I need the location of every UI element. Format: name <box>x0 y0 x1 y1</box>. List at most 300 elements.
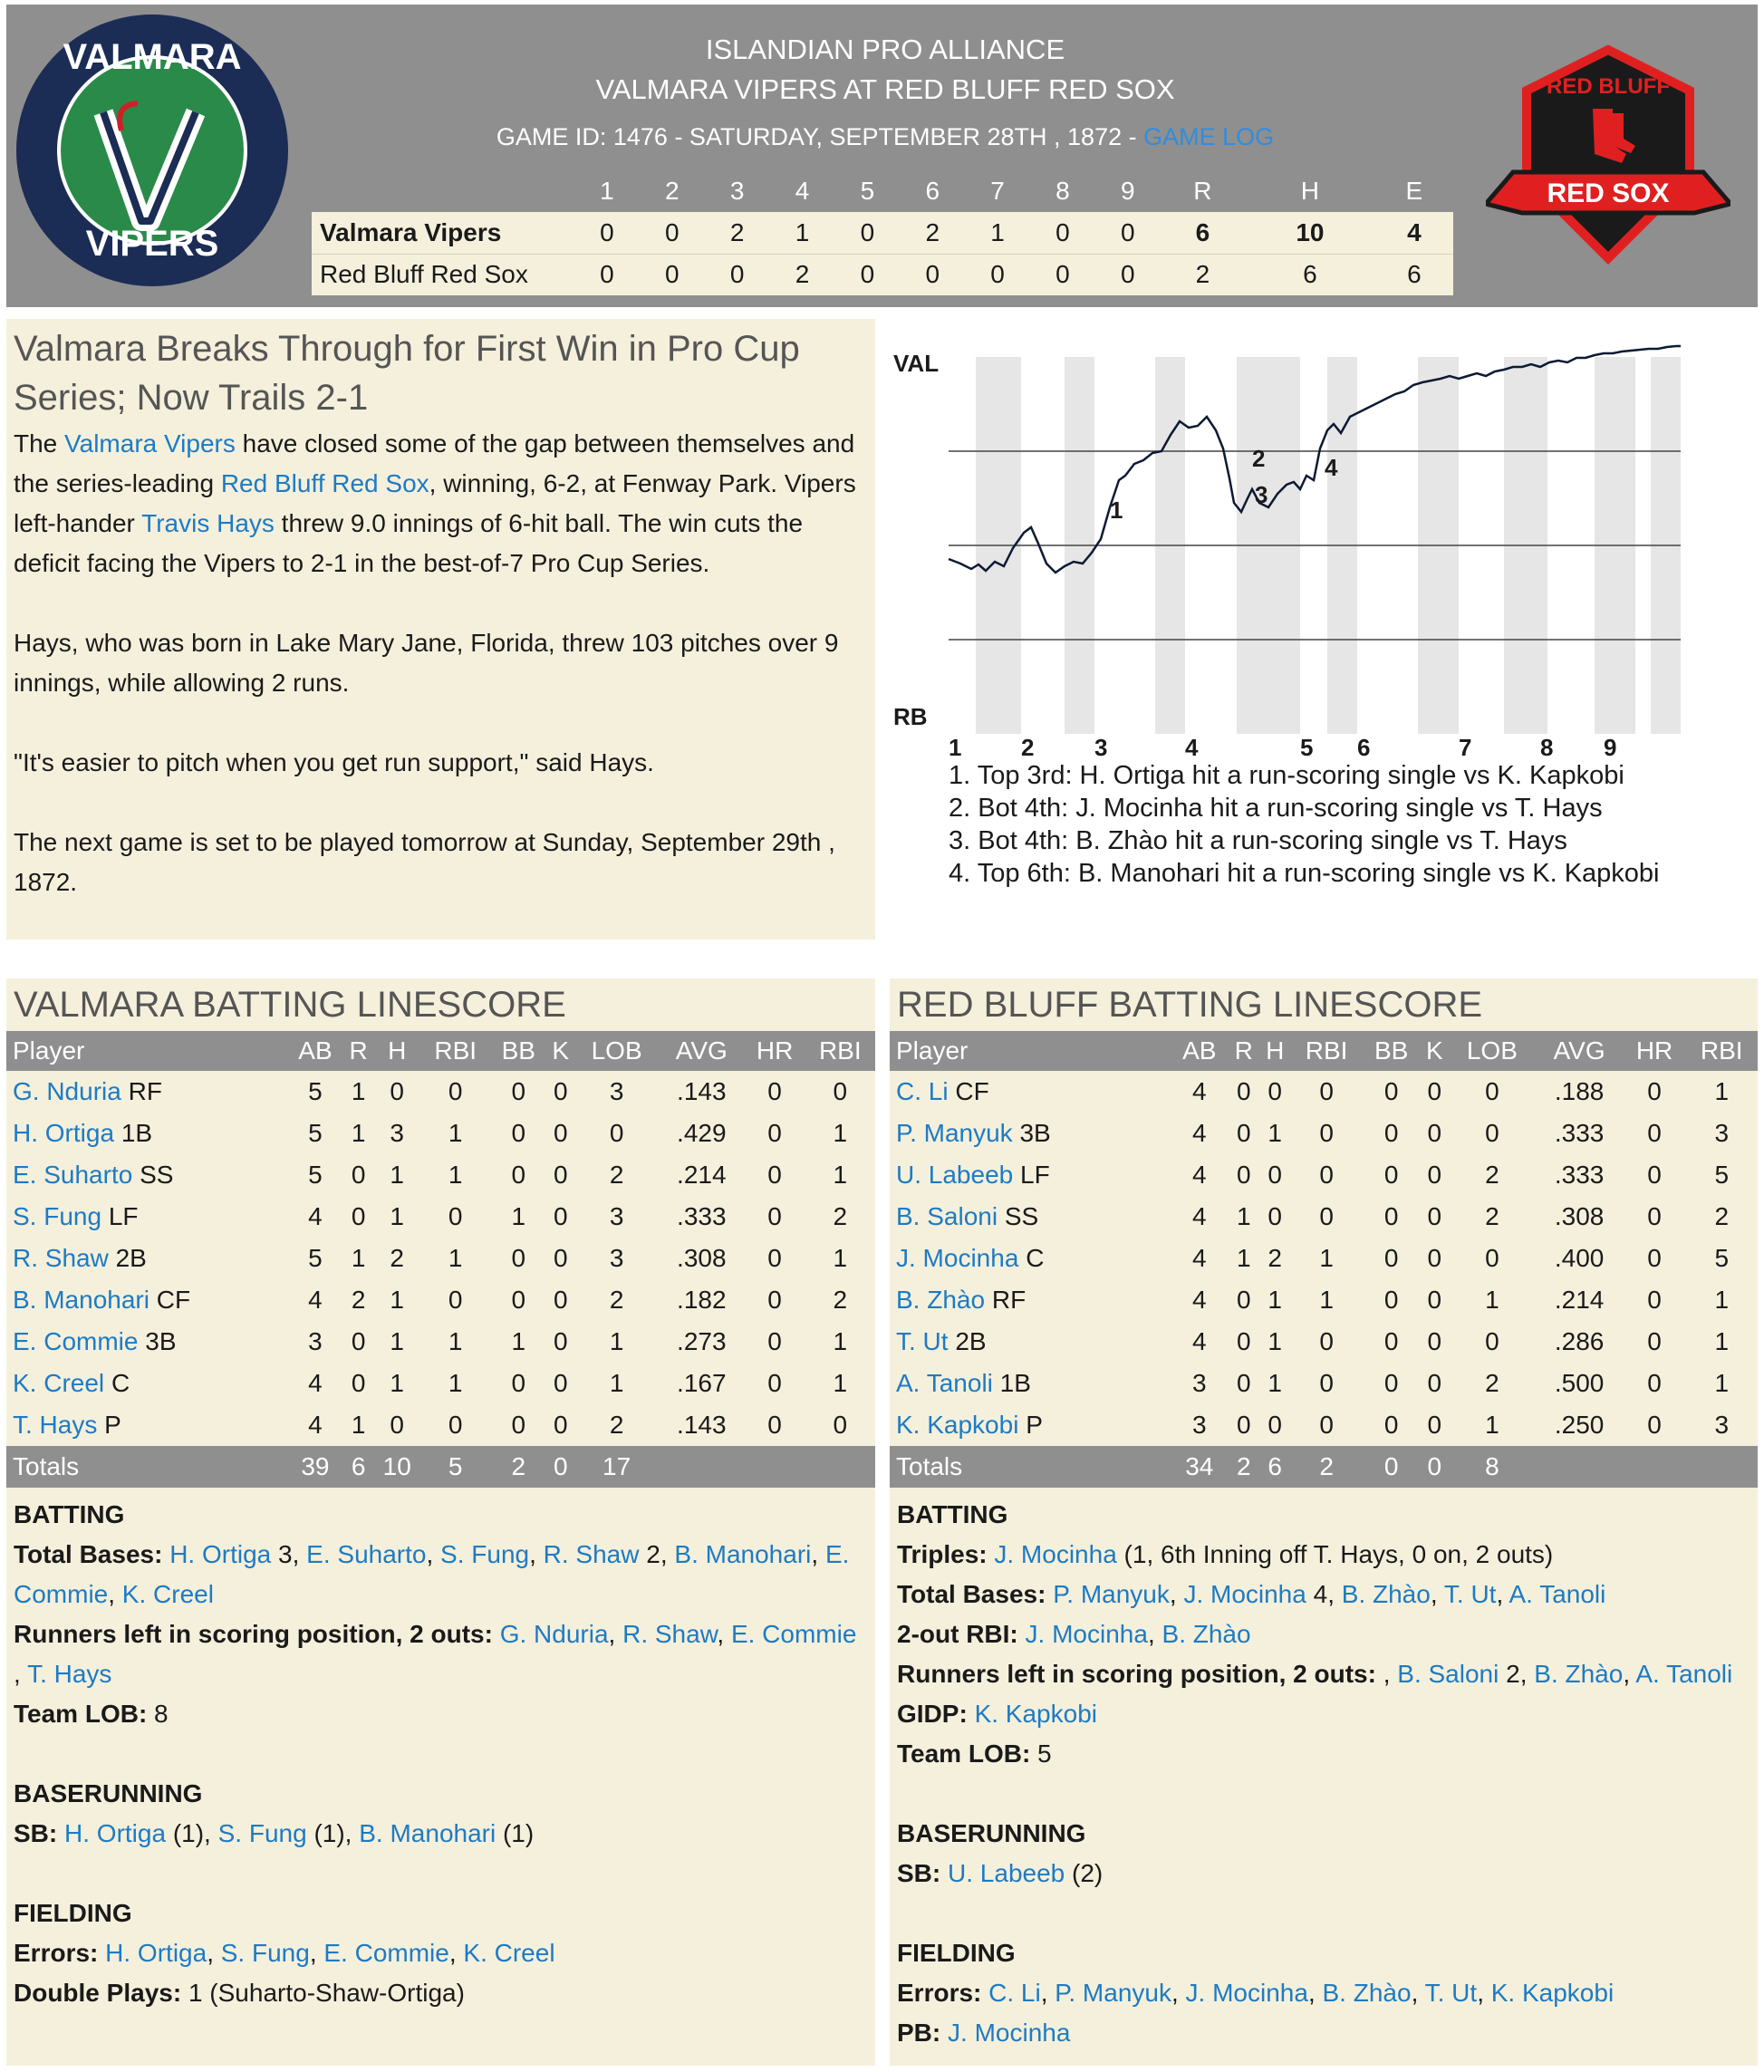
player-row <box>6 1071 875 1113</box>
player-row <box>6 1238 875 1279</box>
stat-cell: 0 <box>767 1244 782 1272</box>
player-link[interactable]: T. Ut <box>1443 1580 1497 1608</box>
stat-cell: 0 <box>833 1411 848 1439</box>
game-log-link[interactable]: GAME LOG <box>1143 123 1275 150</box>
batting-header-row <box>6 1031 875 1071</box>
name-list <box>1026 1620 1251 1648</box>
player-link[interactable]: B. Saloni <box>1397 1660 1499 1688</box>
stat-cell: .188 <box>1554 1077 1605 1105</box>
player-position: C <box>1026 1244 1045 1272</box>
player-link[interactable]: K. Creel <box>463 1939 555 1967</box>
stat-cell: 0 <box>1647 1327 1662 1355</box>
name-separator: , <box>608 1620 623 1648</box>
stat-cell: 1 <box>1714 1077 1730 1105</box>
totals-cell: 6 <box>343 1446 374 1488</box>
note-label: SB: <box>14 1819 58 1847</box>
linescore-table <box>312 170 1453 295</box>
player-position: RF <box>128 1077 162 1105</box>
section-heading: BATTING <box>14 1500 125 1528</box>
stolen-bases-line <box>14 1814 868 1854</box>
stat-cell: 0 <box>767 1411 782 1439</box>
redbluff-batting-table <box>890 1031 1758 1488</box>
name-separator: , <box>426 1540 441 1568</box>
svg-text:RED BLUFF: RED BLUFF <box>1547 74 1670 99</box>
note-label: Double Plays: <box>14 1979 182 2007</box>
player-link[interactable]: S. Fung <box>220 1939 310 1967</box>
note-label: Errors: <box>14 1939 99 1967</box>
stat-cell: 0 <box>390 1411 404 1439</box>
player-link[interactable]: R. Shaw <box>543 1540 640 1568</box>
stat-cell: 1 <box>833 1369 848 1397</box>
stat-cell: 0 <box>511 1244 526 1272</box>
player-link[interactable]: C. Li <box>988 1979 1041 2007</box>
player-link[interactable]: B. Zhào <box>1162 1620 1251 1648</box>
stat-cell: 5 <box>1714 1161 1730 1189</box>
col-header: RBI <box>420 1031 490 1071</box>
stat-cell: 1 <box>1236 1244 1251 1272</box>
story-text: The <box>14 429 65 458</box>
scoring-plays-notes <box>949 759 1660 890</box>
stat-cell: 0 <box>1647 1161 1662 1189</box>
stat-cell: 0 <box>1427 1119 1442 1147</box>
totals-cell: 2 <box>1290 1446 1362 1488</box>
scoring-marker: 3 <box>1255 481 1268 508</box>
player-position: LF <box>108 1202 139 1230</box>
player-link[interactable]: A. Tanoli <box>1635 1660 1733 1688</box>
player-link[interactable]: J. Mocinha <box>948 2019 1071 2047</box>
stat-cell: 0 <box>1427 1286 1442 1314</box>
totals-cell: 0 <box>546 1446 574 1488</box>
ls-cell: 0 <box>900 254 965 295</box>
player-link[interactable]: S. Fung <box>217 1819 307 1847</box>
player-link[interactable]: H. Ortiga <box>13 1119 115 1147</box>
stat-cell: 0 <box>767 1327 782 1355</box>
totals-cell: 34 <box>1171 1446 1229 1488</box>
stat-cell: 0 <box>1236 1411 1251 1439</box>
player-link[interactable]: U. Labeeb <box>948 1859 1065 1887</box>
name-separator: , <box>811 1540 825 1568</box>
player-position: P <box>104 1411 121 1439</box>
player-link[interactable]: B. Zhào <box>896 1286 986 1314</box>
stat-cell: 1 <box>1268 1119 1282 1147</box>
name-list <box>64 1819 534 1847</box>
stat-cell: 1 <box>609 1369 624 1397</box>
ls-col: E <box>1375 170 1453 212</box>
stat-cell: 1 <box>448 1327 463 1355</box>
player-link[interactable]: B. Manohari <box>13 1286 149 1314</box>
ls-errors: 6 <box>1375 254 1453 295</box>
stat-cell: 0 <box>553 1327 568 1355</box>
stat-cell: 1 <box>833 1161 848 1189</box>
name-separator: (1) <box>496 1819 535 1847</box>
stat-cell: 2 <box>833 1286 848 1314</box>
player-link[interactable]: G. Nduria <box>499 1620 609 1648</box>
gidp-line <box>897 1694 1750 1734</box>
stat-cell: 0 <box>1647 1369 1662 1397</box>
stat-cell: 4 <box>308 1202 323 1230</box>
player-link[interactable]: H. Ortiga <box>105 1939 207 1967</box>
player-link[interactable]: C. Li <box>896 1077 949 1105</box>
stat-cell: 3 <box>1714 1119 1730 1147</box>
col-header: AVG <box>659 1031 745 1071</box>
col-header: RBI <box>1290 1031 1362 1071</box>
player-link[interactable]: S. Fung <box>440 1540 530 1568</box>
stat-cell: 0 <box>1383 1202 1399 1230</box>
stat-cell: 0 <box>511 1411 526 1439</box>
stat-cell: 0 <box>1268 1202 1282 1230</box>
stat-cell: 0 <box>553 1202 568 1230</box>
stat-cell: 2 <box>1485 1161 1499 1189</box>
stat-cell: 1 <box>833 1327 848 1355</box>
stat-cell: 0 <box>511 1161 526 1189</box>
name-separator: , <box>1496 1580 1509 1608</box>
name-separator: , <box>1169 1580 1184 1608</box>
stat-cell: 0 <box>1319 1327 1334 1355</box>
stat-cell: 0 <box>1485 1244 1499 1272</box>
stat-cell: 2 <box>833 1202 848 1230</box>
stat-cell: 0 <box>1485 1119 1499 1147</box>
player-cell <box>6 1154 287 1196</box>
totals-cell: 6 <box>1259 1446 1290 1488</box>
stat-cell: 2 <box>1485 1202 1499 1230</box>
player-cell <box>890 1196 1171 1238</box>
totals-cell: 10 <box>373 1446 420 1488</box>
totals-cell: 17 <box>574 1446 659 1488</box>
stat-cell: 0 <box>1647 1244 1662 1272</box>
player-link[interactable]: R. Shaw <box>13 1244 109 1272</box>
stat-cell: 4 <box>1191 1244 1207 1272</box>
double-plays-line <box>14 1973 868 2013</box>
stat-cell: 0 <box>833 1077 848 1105</box>
stat-cell: 4 <box>1191 1119 1207 1147</box>
stat-cell: 5 <box>1714 1244 1730 1272</box>
player-link[interactable]: K. Kapkobi <box>1490 1979 1615 2007</box>
stat-cell: 0 <box>1647 1411 1662 1439</box>
player-position: 2B <box>955 1327 987 1355</box>
player-link[interactable]: B. Manohari <box>674 1540 812 1568</box>
col-header: R <box>343 1031 374 1071</box>
stat-cell: 0 <box>1383 1286 1399 1314</box>
player-link[interactable]: S. Fung <box>13 1202 102 1230</box>
stat-cell: 3 <box>609 1244 624 1272</box>
stat-cell: 0 <box>1383 1119 1399 1147</box>
story-headline: Valmara Breaks Through for First Win in Pro Cup Series; Now Trails 2-1 <box>14 329 800 418</box>
inning-label: 8 <box>1540 734 1554 761</box>
linescore-row-away <box>312 212 1453 254</box>
stat-cell: 0 <box>1236 1369 1251 1397</box>
valmara-batting-table <box>6 1031 875 1488</box>
stat-cell: 4 <box>1191 1202 1207 1230</box>
player-position: RF <box>991 1286 1027 1314</box>
totals-cell <box>745 1446 805 1488</box>
inning-label: 7 <box>1459 734 1472 761</box>
stat-cell: 0 <box>767 1286 782 1314</box>
chart-bottom-label: RB <box>893 703 928 730</box>
player-row <box>890 1321 1758 1363</box>
col-header: H <box>373 1031 420 1071</box>
stat-cell: 0 <box>1485 1077 1499 1105</box>
story-paragraph: "It's easier to pitch when you get run support," said Hays. <box>14 748 654 776</box>
col-header: AB <box>287 1031 343 1071</box>
stat-cell: 1 <box>448 1119 463 1147</box>
player-position: 2B <box>115 1244 147 1272</box>
player-link[interactable]: H. Ortiga <box>64 1819 167 1847</box>
stat-cell: 0 <box>1236 1327 1251 1355</box>
ls-col: 7 <box>965 170 1030 212</box>
player-link[interactable]: T. Ut <box>1424 1979 1478 2007</box>
name-separator: , <box>207 1939 221 1967</box>
player-row <box>6 1196 875 1238</box>
totals-cell: Totals <box>890 1446 1171 1488</box>
note-label: Triples: <box>897 1540 988 1568</box>
player-row <box>890 1154 1758 1196</box>
name-separator: , <box>108 1580 122 1608</box>
stat-cell: 1 <box>1714 1327 1730 1355</box>
player-link[interactable]: B. Manohari <box>359 1819 496 1847</box>
col-header: RBI <box>805 1031 875 1071</box>
stat-cell: 1 <box>1268 1369 1282 1397</box>
stat-cell: 0 <box>1427 1327 1442 1355</box>
stat-cell: 1 <box>609 1327 624 1355</box>
player-link[interactable]: K. Creel <box>13 1369 105 1397</box>
passed-balls-line <box>897 2013 1750 2053</box>
player-position: 1B <box>999 1369 1031 1397</box>
player-position: C <box>111 1369 130 1397</box>
stat-cell: .333 <box>677 1202 727 1230</box>
player-link[interactable]: T. Ut <box>896 1327 949 1355</box>
stat-cell: 0 <box>448 1202 463 1230</box>
triples-line <box>897 1535 1750 1575</box>
player-link[interactable]: R. Shaw <box>622 1620 718 1648</box>
col-header: Player <box>6 1031 287 1071</box>
totals-cell: 0 <box>1363 1446 1421 1488</box>
player-link[interactable]: E. Commie <box>730 1620 857 1648</box>
col-header: AVG <box>1536 1031 1624 1071</box>
errors-line <box>897 1973 1750 2013</box>
team-link[interactable]: Valmara Vipers <box>64 429 236 458</box>
player-cell <box>6 1279 287 1321</box>
totals-cell: Totals <box>6 1446 287 1488</box>
stat-cell: 0 <box>1383 1327 1399 1355</box>
col-header: LOB <box>574 1031 659 1071</box>
ls-col: 6 <box>900 170 965 212</box>
game-info: GAME ID: 1476 - SATURDAY, SEPTEMBER 28TH , 1872 - <box>496 123 1144 150</box>
stat-cell: 0 <box>1383 1411 1399 1439</box>
player-link[interactable]: E. Suharto <box>306 1540 427 1568</box>
team-name: Valmara Vipers <box>312 212 574 254</box>
stat-cell: 1 <box>1268 1327 1282 1355</box>
ls-col: 1 <box>574 170 640 212</box>
errors-line <box>14 1933 868 1973</box>
player-row <box>6 1279 875 1321</box>
player-link[interactable]: B. Zhào <box>1534 1660 1624 1688</box>
player-link[interactable]: U. Labeeb <box>896 1161 1014 1189</box>
name-separator: , <box>1040 1979 1056 2007</box>
note-label: PB: <box>897 2019 941 2047</box>
name-list <box>500 1620 857 1648</box>
ls-cell: 0 <box>574 254 640 295</box>
stat-cell: 0 <box>1319 1161 1334 1189</box>
stat-cell: 2 <box>351 1286 366 1314</box>
stat-cell: .182 <box>677 1286 727 1314</box>
section-heading: BATTING <box>897 1500 1008 1528</box>
player-link[interactable]: K. Creel <box>121 1580 214 1608</box>
player-position: 3B <box>1019 1119 1051 1147</box>
stat-cell: 1 <box>390 1202 404 1230</box>
stat-cell: 2 <box>609 1411 624 1439</box>
player-row <box>890 1113 1758 1154</box>
name-separator: 2, <box>639 1540 675 1568</box>
totals-row <box>890 1446 1758 1488</box>
stat-cell: 0 <box>767 1369 782 1397</box>
ls-col: R <box>1161 170 1245 212</box>
inning-label: 1 <box>949 734 962 761</box>
rlisp-line <box>897 1654 1750 1694</box>
player-link[interactable]: A. Tanoli <box>896 1369 993 1397</box>
player-cell <box>890 1321 1171 1363</box>
ls-hits: 10 <box>1245 212 1375 254</box>
stat-cell: 0 <box>511 1077 526 1105</box>
player-link[interactable]: J. Mocinha <box>1025 1620 1148 1648</box>
player-cell <box>6 1113 287 1154</box>
ls-cell: 0 <box>1095 212 1161 254</box>
ls-errors: 4 <box>1375 212 1453 254</box>
stat-cell: 0 <box>1383 1077 1399 1105</box>
player-link[interactable]: E. Suharto <box>13 1161 133 1189</box>
col-header: H <box>1259 1031 1290 1071</box>
player-cell <box>6 1238 287 1279</box>
stat-cell: 1 <box>833 1119 848 1147</box>
valmara-vipers-logo <box>14 13 291 289</box>
ls-cell: 1 <box>965 212 1030 254</box>
player-link[interactable]: B. Zhào <box>1341 1580 1431 1608</box>
stat-cell: 0 <box>1383 1369 1399 1397</box>
player-link[interactable]: P. Manyuk <box>1055 1979 1171 2007</box>
player-link[interactable]: G. Nduria <box>13 1077 121 1105</box>
ls-cell: 0 <box>1030 212 1095 254</box>
stat-cell: 1 <box>351 1119 366 1147</box>
stat-cell: 0 <box>1427 1369 1442 1397</box>
name-list <box>988 1979 1614 2007</box>
stat-cell: 0 <box>1427 1202 1442 1230</box>
stat-cell: 2 <box>1714 1202 1730 1230</box>
name-separator: , <box>448 1939 464 1967</box>
player-link[interactable]: E. Commie <box>13 1327 139 1355</box>
player-link[interactable]: P. Manyuk <box>1053 1580 1170 1608</box>
stat-cell: 0 <box>1647 1119 1662 1147</box>
stat-cell: .308 <box>677 1244 727 1272</box>
stat-cell: 0 <box>1236 1161 1251 1189</box>
col-header: RBI <box>1685 1031 1758 1071</box>
name-separator: , <box>1307 1979 1323 2007</box>
redbluff-batting-notes <box>890 1488 1758 2060</box>
note-value: (1, 6th Inning off T. Hays, 0 on, 2 outs) <box>1116 1540 1554 1568</box>
note-label: Team LOB: <box>14 1700 148 1728</box>
player-link[interactable]: B. Zhào <box>1322 1979 1412 2007</box>
league-name: ISLANDIAN PRO ALLIANCE <box>705 34 1065 65</box>
player-link[interactable]: K. Kapkobi <box>974 1700 1097 1728</box>
stat-cell: 3 <box>609 1202 624 1230</box>
name-separator: (1), <box>306 1819 360 1847</box>
valmara-batting-panel <box>6 978 875 2066</box>
section-heading: BASERUNNING <box>14 1779 203 1807</box>
note-value: 5 <box>1030 1740 1052 1768</box>
totals-cell: 8 <box>1449 1446 1535 1488</box>
note-label: GIDP: <box>897 1700 968 1728</box>
ls-cell: 0 <box>1030 254 1095 295</box>
ls-cell: 0 <box>640 212 705 254</box>
name-separator: (1), <box>166 1819 218 1847</box>
name-separator: , <box>1375 1660 1398 1688</box>
col-header: K <box>1420 1031 1449 1071</box>
col-header: K <box>546 1031 574 1071</box>
story-text: , winning, 6-2, at Fenway Park. Vipers left-hander <box>14 469 856 537</box>
stat-cell: 1 <box>448 1244 463 1272</box>
player-link[interactable]: A. Tanoli <box>1509 1580 1606 1608</box>
stat-cell: 1 <box>390 1161 404 1189</box>
player-link[interactable]: J. Mocinha <box>896 1244 1019 1272</box>
stat-cell: 4 <box>1191 1327 1207 1355</box>
stat-cell: 1 <box>390 1369 404 1397</box>
player-cell <box>6 1363 287 1404</box>
col-header: HR <box>1624 1031 1686 1071</box>
ls-col: 2 <box>640 170 705 212</box>
player-link[interactable]: P. Manyuk <box>896 1119 1013 1147</box>
stat-cell: 0 <box>1268 1077 1282 1105</box>
player-row <box>6 1404 875 1446</box>
stat-cell: 0 <box>448 1077 463 1105</box>
stat-cell: 0 <box>1427 1244 1442 1272</box>
player-link[interactable]: E. Commie <box>323 1939 449 1967</box>
player-link[interactable]: Travis Hays <box>141 509 275 537</box>
stat-cell: 0 <box>1647 1202 1662 1230</box>
stat-cell: 2 <box>1268 1244 1282 1272</box>
player-position: 3B <box>145 1327 177 1355</box>
inning-label: 4 <box>1185 734 1199 761</box>
note-label: Total Bases: <box>14 1540 163 1568</box>
totals-cell <box>805 1446 875 1488</box>
stat-cell: 3 <box>390 1119 404 1147</box>
batting-header-row <box>890 1031 1758 1071</box>
col-header: Player <box>890 1031 1171 1071</box>
matchup-title: VALMARA VIPERS AT RED BLUFF RED SOX <box>595 73 1175 105</box>
stat-cell: 0 <box>1319 1202 1334 1230</box>
inning-label: 2 <box>1021 734 1035 761</box>
player-link[interactable]: E. Commie <box>14 1540 850 1608</box>
team-link[interactable]: Red Bluff Red Sox <box>220 469 429 497</box>
ls-hits: 6 <box>1245 254 1375 295</box>
stat-cell: 0 <box>1383 1244 1399 1272</box>
stat-cell: .308 <box>1554 1202 1605 1230</box>
stat-cell: .214 <box>1554 1286 1605 1314</box>
name-separator: , <box>1411 1979 1425 2007</box>
player-cell <box>890 1363 1171 1404</box>
player-link[interactable]: J. Mocinha <box>994 1540 1117 1568</box>
player-link[interactable]: J. Mocinha <box>1183 1580 1306 1608</box>
player-link[interactable]: B. Saloni <box>896 1202 998 1230</box>
player-link[interactable]: H. Ortiga <box>169 1540 272 1568</box>
rlisp-line <box>14 1614 868 1694</box>
player-link[interactable]: K. Kapkobi <box>896 1411 1019 1439</box>
player-link[interactable]: T. Hays <box>27 1660 112 1688</box>
note-label: Runners left in scoring position, 2 outs: <box>14 1620 493 1648</box>
player-link[interactable]: J. Mocinha <box>1185 1979 1308 2007</box>
player-cell <box>890 1154 1171 1196</box>
note-label: Team LOB: <box>897 1740 1031 1768</box>
redbluff-batting-panel <box>890 978 1758 2066</box>
player-link[interactable]: T. Hays <box>13 1411 98 1439</box>
linescore-row-home <box>312 254 1453 295</box>
